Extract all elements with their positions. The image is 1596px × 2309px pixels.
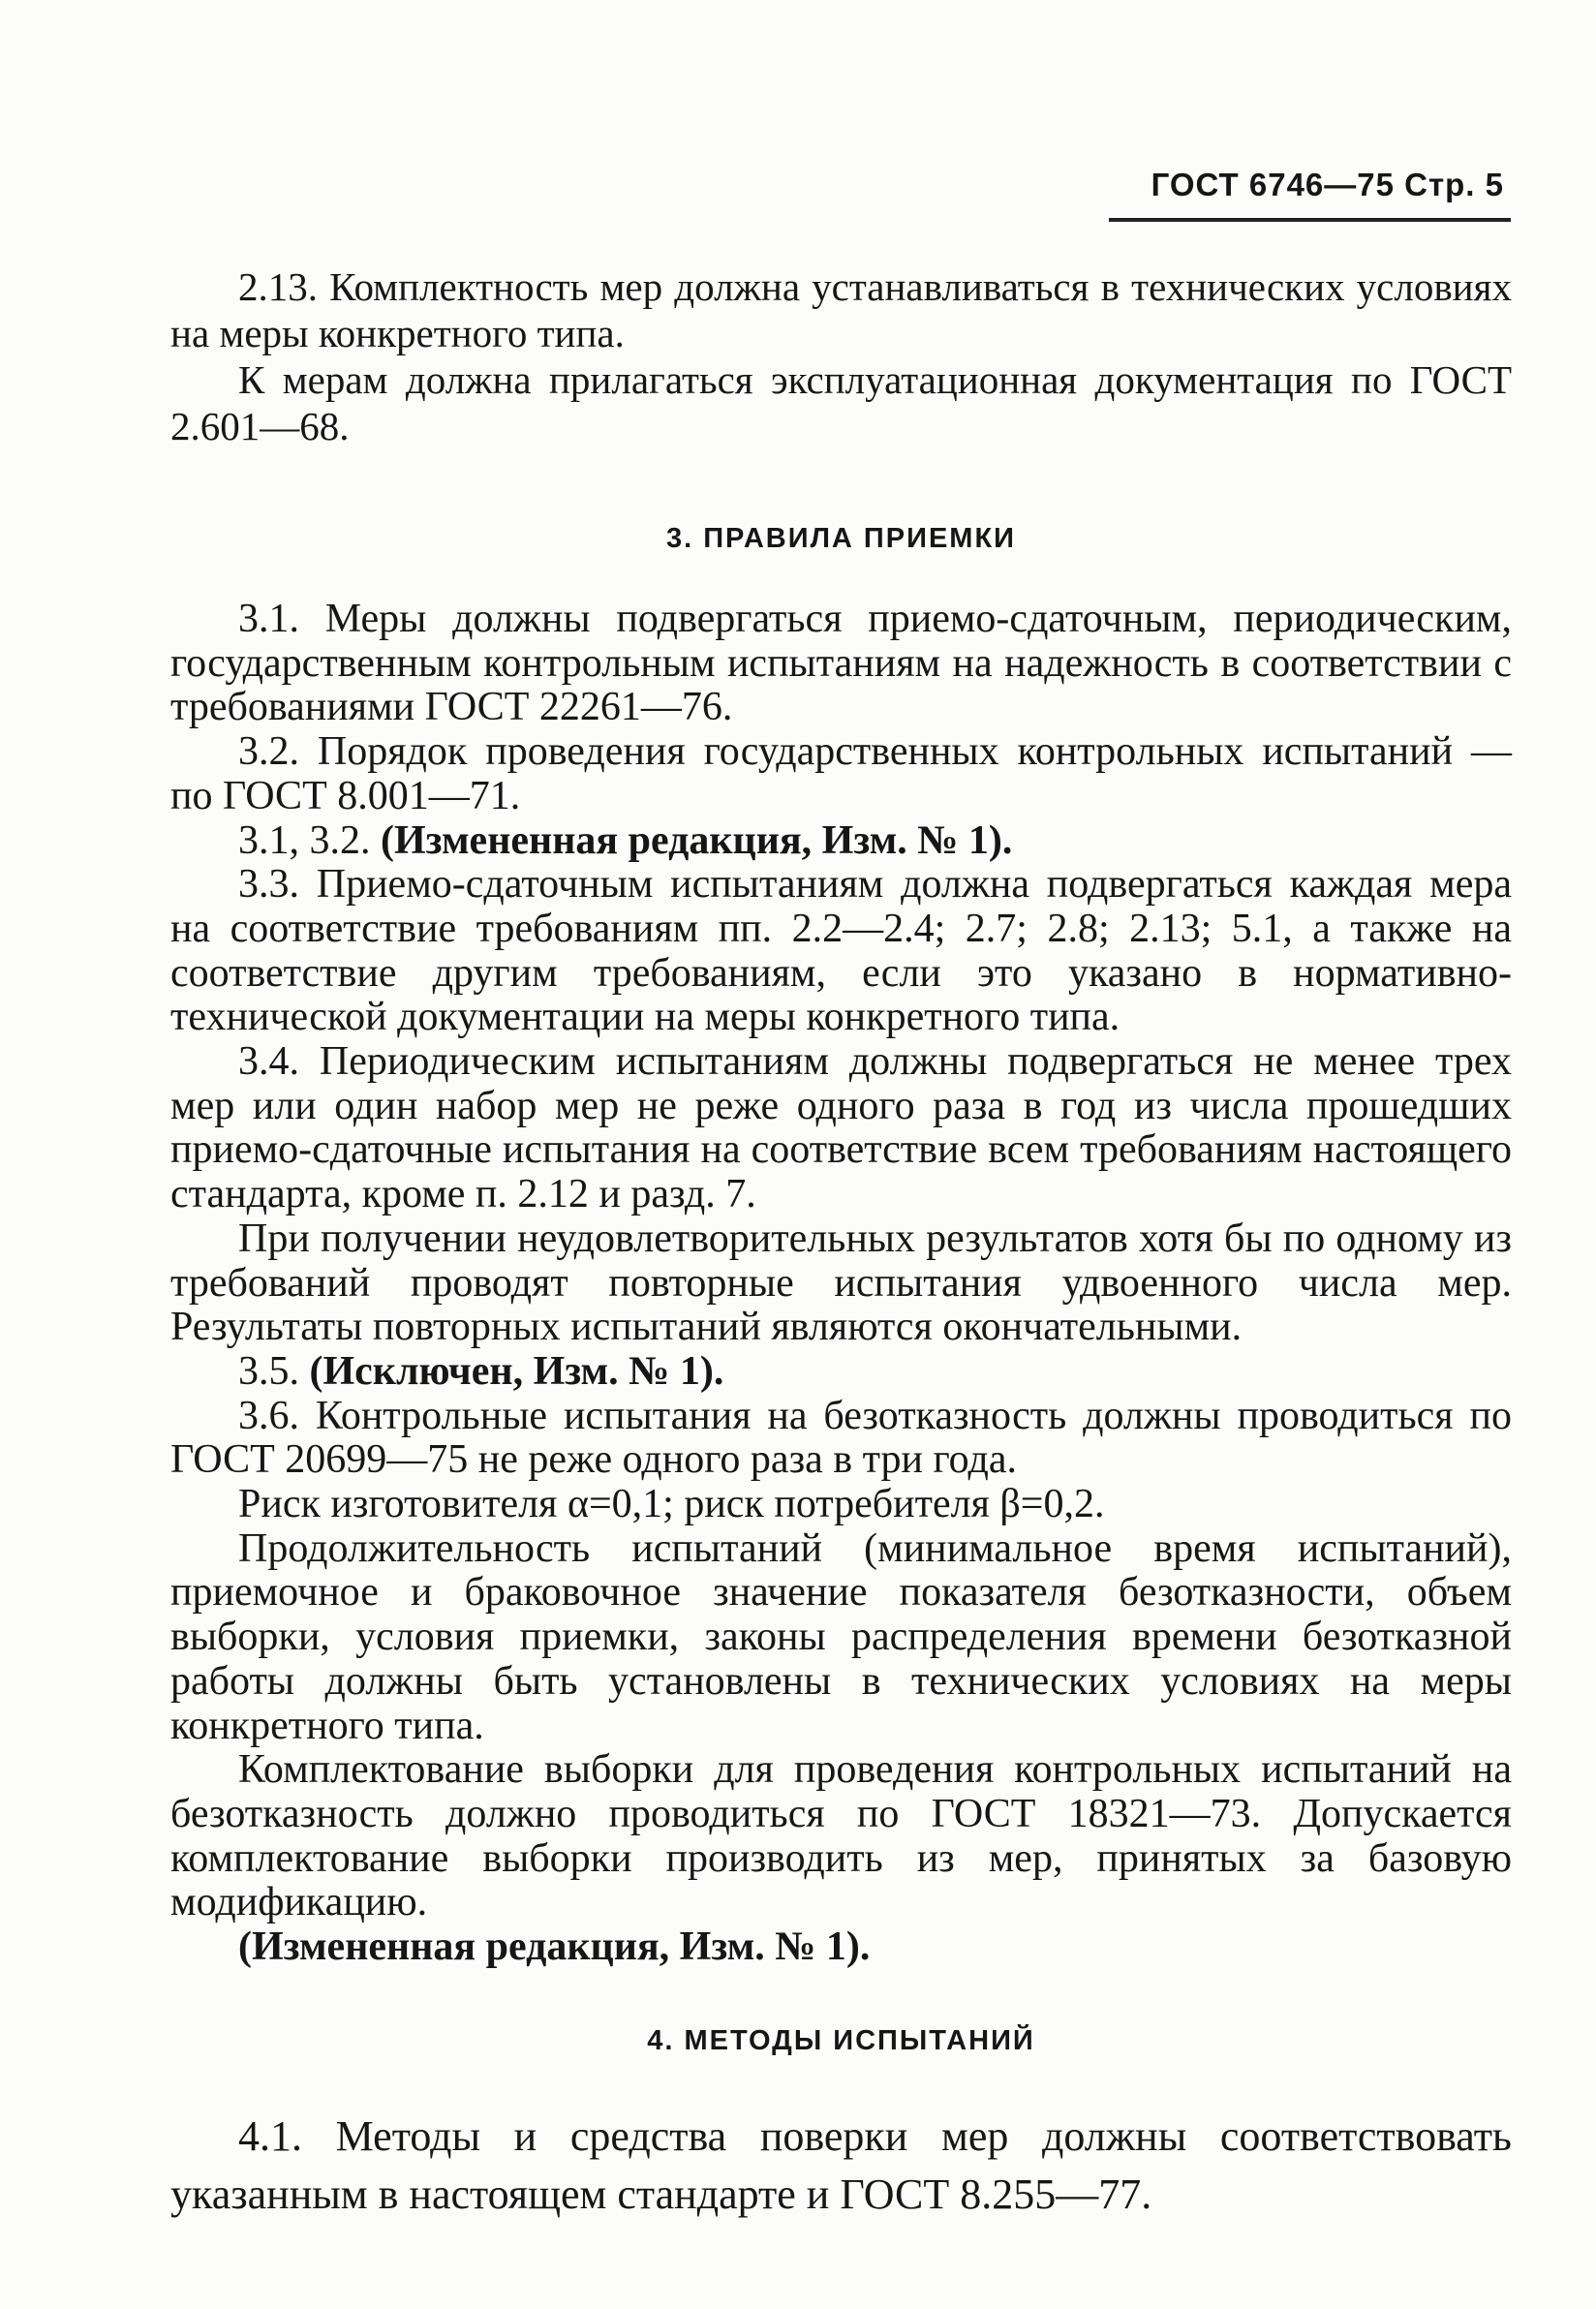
section-3-heading: 3. ПРАВИЛА ПРИЕМКИ (665, 523, 1017, 554)
paragraph-3-4: 3.4. Периодическим испытаниям должны подвергаться не менее трех мер или один набор мер не реже одного раза в год из числа прошедших приемо-сдаточные испытания на соответствие всем требованиям настоящего стандарта, кроме п. 2.12 и разд. 7. (170, 1039, 1512, 1217)
section-3 (170, 598, 1512, 1970)
paragraph-4-1: 4.1. Методы и средства поверки мер должны соответствовать указанным в настоящем стандарте и ГОСТ 8.255—77. (170, 2111, 1512, 2218)
header-rule (1109, 218, 1511, 222)
paragraph-3-3: 3.3. Приемо-сдаточным испытаниям должна подвергаться каждая мера на соответствие требованиям пп. 2.2—2.4; 2.7; 2.8; 2.13; 5.1, а также на соответствие другим требованиям, если это указано в нормативно-технической документации на меры конкретного типа. (170, 862, 1512, 1040)
paragraph-3-5-excluded-note: (Исключен, Изм. № 1). (309, 1348, 724, 1394)
paragraph-2-13: 2.13. Комплектность мер должна устанавливаться в технических условиях на меры конкретного типа. (170, 264, 1512, 355)
paragraph-3-4-retest: При получении неудовлетворительных результатов хотя бы по одному из требований проводят повторные испытания удвоенного числа мер. Результаты повторных испытаний являются окончательными. (170, 1216, 1512, 1350)
amendment-prefix: 3.1, 3.2. (238, 817, 371, 863)
paragraph-3-6-amendment: (Измененная редакция, Изм. № 1). (238, 1924, 871, 1970)
paragraph-3-6-risk: Риск изготовителя α=0,1; риск потребителя β=0,2. (238, 1482, 1105, 1527)
paragraph-3-6-sample: Комплектование выборки для проведения контрольных испытаний на безотказность должно проводиться по ГОСТ 18321—73. Допускается комплектование выборки производить из мер, принятых за базовую модификацию. (170, 1747, 1512, 1925)
section-2-tail (170, 263, 1512, 449)
paragraph-3-5-prefix: 3.5. (238, 1348, 299, 1394)
amendment-note: (Измененная редакция, Изм. № 1). (381, 817, 1013, 863)
paragraph-3-1-3-2-amendment (170, 819, 1512, 864)
paragraph-3-2: 3.2. Порядок проведения государственных контрольных испытаний — по ГОСТ 8.001—71. (170, 729, 1512, 818)
page-header: ГОСТ 6746—75 Стр. 5 (1151, 167, 1504, 202)
paragraph-3-6-duration: Продолжительность испытаний (минимальное время испытаний), приемочное и браковочное значение показателя безотказности, объем выборки, условия приемки, законы распределения времени безотказной работы должны быть установлены в технических условиях на меры конкретного типа. (170, 1525, 1512, 1748)
section-4-heading: 4. МЕТОДЫ ИСПЫТАНИЙ (647, 2024, 1035, 2056)
paragraph-3-6: 3.6. Контрольные испытания на безотказность должны проводиться по ГОСТ 20699—75 не реже одного раза в три года. (170, 1393, 1512, 1483)
paragraph-3-1: 3.1. Меры должны подвергаться приемо-сдаточным, периодическим, государственным контрольным испытаниям на надежность в соответствии с требованиями ГОСТ 22261—76. (170, 597, 1512, 730)
section-4 (170, 2108, 1512, 2224)
paragraph-2-13-documentation: К мерам должна прилагаться эксплуатационная документация по ГОСТ 2.601—68. (170, 357, 1512, 448)
document-body (170, 263, 1512, 2224)
paragraph-3-5 (170, 1350, 1512, 1395)
